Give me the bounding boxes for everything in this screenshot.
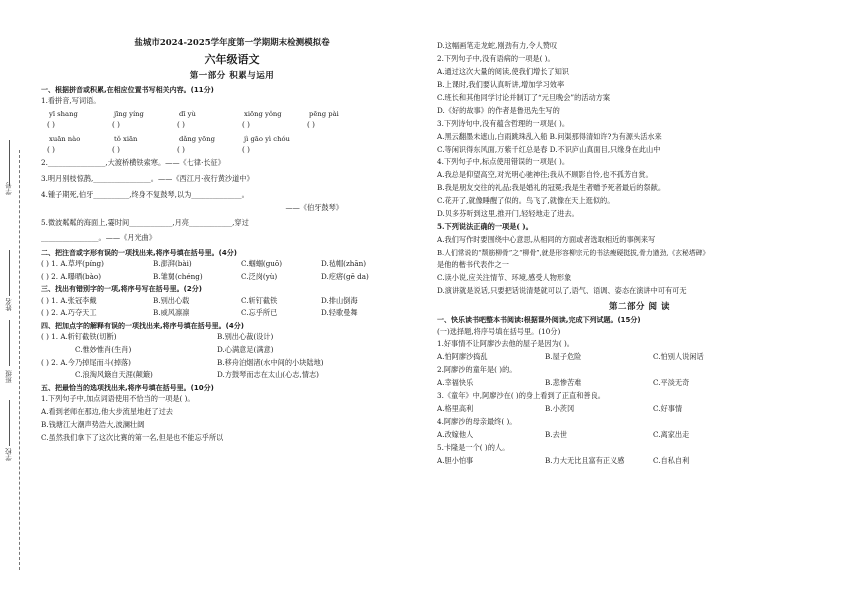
option[interactable]: C.浪淘风簸自天涯(颠簸) [75,370,153,380]
option[interactable]: C.斩钉截铁 [241,295,278,305]
option[interactable]: D.心满意足(满意) [217,345,274,354]
q5-text[interactable]: 5.微波粼粼的海面上,霎时间____________,月亮____________,穿过 [41,218,249,228]
option[interactable]: D.这幅画笔走龙蛇,刚劲有力,令人赞叹 [437,41,558,50]
right-column [437,42,842,470]
option[interactable]: A.格里高利 [437,404,474,414]
option[interactable]: A.幸福快乐 [437,378,474,388]
option[interactable]: ( ) 2. A.曝晒(bào) [41,271,101,281]
option[interactable]: C.自私自利 [653,455,690,465]
s3-row-2 [41,309,423,318]
option-cont: 是他的楷书代表作之一 [437,260,509,270]
question: 5.下列说法正确的一项是( )。 [437,222,533,232]
options-row [437,431,842,440]
question: 5.卡隆是一个( )的人。 [437,442,510,452]
option[interactable]: B.人们常说的“颓筋柳骨”之“柳骨”,就是形容柳宗元的书法瘦硬挺拔,骨力遒劲,《玄秘塔碑》 [437,249,710,257]
section-2-heading: 二、把注音或字形有误的一项找出来,将序号填在括号里。(4分) [41,248,237,257]
option[interactable]: A.看到老师在那边,他大步流星地赶了过去 [41,407,173,417]
pinyin: xiōng yǒng [244,109,282,118]
answer-blank[interactable]: ( ) [242,120,250,130]
pinyin: jì gāo yì chóu [244,134,290,143]
answer-blank[interactable]: ( ) [47,120,55,130]
answer-row-1 [47,121,423,130]
school-label: 学校 [5,448,13,461]
answer-blank[interactable]: ( ) [177,144,185,154]
option[interactable]: B.雏舅(chéng) [153,271,203,281]
option[interactable]: B.悲惨苦难 [545,378,582,388]
option[interactable]: C.离家出走 [653,430,690,440]
s4-row-4 [41,371,423,380]
option[interactable]: C.泛岗(yù) [241,271,278,281]
option[interactable]: C.好事情 [653,404,683,414]
pinyin: jīng yíng [114,109,144,118]
options-row [437,379,842,388]
option[interactable]: D.贝多芬听到这里,推开门,轻轻地走了进去。 [437,209,579,219]
options-row [437,405,842,414]
q4-text[interactable]: 4.锺子期死,伯牙__________,终身不复鼓琴,以为______________。 [41,189,249,199]
left-column [41,38,423,447]
reading-section-heading: 一、快乐读书吧整本书阅读:根据课外阅读,完成下列试题。(15分) [437,316,641,325]
question: 3.《童年》中,阿廖沙在( )的身上看到了正直和善良。 [437,391,605,401]
pinyin-row-1 [49,110,423,118]
pinyin: tǒ xiān [114,134,138,143]
name-label: 姓名 [5,298,13,311]
section-3-heading: 三、找出有错别字的一项,将序号写在括号里。(2分) [41,285,202,294]
answer-blank[interactable]: ( ) [112,144,120,154]
option[interactable]: C.读小说,应关注情节、环境,感受人物形象 [437,273,572,283]
pinyin: pēng pài [309,109,339,118]
option[interactable]: B.威风凛凛 [153,308,190,318]
s2-row-1 [41,260,423,269]
answer-blank[interactable]: ( ) [242,144,250,154]
cut-line [19,150,20,570]
option[interactable]: C.忘乎所已 [241,308,278,318]
q2-poem[interactable]: 2.________________,大渡桥横铁索寒。——《七律·长征》 [41,158,225,168]
answer-blank[interactable]: ( ) [177,120,185,130]
option[interactable]: B.屋子危险 [545,352,582,362]
option[interactable]: A.黑云翻墨未遮山,白雨跳珠乱入船 B.问渠那得清如许?为有源头活水来 [437,131,662,141]
option[interactable]: D.疙瘩(gē da) [321,271,369,281]
option[interactable]: D.轻歌曼舞 [321,308,358,318]
student-id-label: 学号 [5,182,13,195]
class-field[interactable] [9,320,10,366]
option[interactable]: A.怕阿廖沙捣乱 [437,352,488,362]
option[interactable]: B.去世 [545,430,567,440]
question: 3.下列诗句中,没有蕴含哲理的一项是( )。 [437,118,570,128]
exam-subject: 六年级语文 [204,53,260,67]
s3-row-1 [41,297,423,306]
option[interactable]: A.胆小怕事 [437,455,474,465]
answer-blank[interactable]: ( ) [47,144,55,154]
pinyin: dī yù [179,109,196,118]
s4-row-1 [41,333,423,342]
option[interactable]: B.力大无比且富有正义感 [545,455,625,465]
q4-source: ——《伯牙鼓琴》 [285,202,343,212]
option[interactable]: A.我总是仰望高空,对光明心驰神往;我从不顾影自怜,也不孤芳自赏。 [437,170,653,180]
answer-blank[interactable]: ( ) [307,120,315,130]
option[interactable]: D.排山倒海 [321,295,358,305]
s2-row-2 [41,273,423,282]
option[interactable]: B.钱塘江大潮声势浩大,波澜壮阔 [41,420,145,430]
option[interactable]: B.上课时,我们要认真听讲,增加学习效率 [437,79,565,89]
option[interactable]: A.改嫁他人 [437,430,474,440]
option[interactable]: C.虽然我们拿下了这次比赛的第一名,但是也不能忘乎所以 [41,433,224,443]
question: 2.下列句子中,没有语病的一项是( )。 [437,53,555,63]
q3-poem[interactable]: 3.明月别枝惊鹊,________________。——《西江月·夜行黄沙道中》 [41,174,254,184]
school-field[interactable] [9,400,10,446]
section-1-heading: 一、根据拼音或积累,在相应位置书写相关内容。(11分) [41,85,214,94]
part2-title: 第二部分 阅 读 [609,301,670,312]
part1-title: 第一部分 积累与运用 [189,71,275,82]
option[interactable]: C.等闲识得东风面,万紫千红总是春 D.不识庐山真面目,只缘身在此山中 [437,144,661,154]
option[interactable]: ( ) 1. A.张冠李戴 [41,295,97,305]
reading-subheading: (一)选择题,将序号填在括号里。(10分) [437,326,561,336]
q5-text-cont[interactable]: ________________。——《月光曲》 [41,232,157,242]
question: 4.阿廖沙的母亲最终( )。 [437,417,517,427]
option[interactable]: ( ) 1. A.斩钉截铁(切断) [41,332,117,342]
pinyin-row-2 [49,135,423,143]
option[interactable]: B.我是朋友交往的礼品;我是婚礼的冠冕;我是生者赠予死者最后的祭献。 [437,183,666,193]
option[interactable]: ( ) 2. A.今乃掉尾而斗(掉落) [41,357,131,367]
question: 2.阿廖沙的童年是( )的。 [437,365,517,375]
option[interactable]: C.惟妙惟肖(生肖) [75,345,132,354]
q1-prompt: 1.看拼音,写词语。 [41,95,101,105]
s5-q1: 1.下列句子中,加点词语使用不恰当的一项是( )。 [41,394,195,404]
option[interactable]: D.方鼓琴而志在太山(心志,情志) [217,370,319,380]
option[interactable]: D.毡帽(zhān) [321,259,367,269]
exam-title: 盐城市2024-2025学年度第一学期期末检测模拟卷 [134,38,330,48]
pinyin: yī shang [49,109,78,118]
options-row [437,457,842,466]
option[interactable]: C.班长和其他同学讨论并制订了“元旦晚会”的活动方案 [437,92,611,102]
option[interactable]: B.小茨冈 [545,404,575,414]
answer-blank[interactable]: ( ) [112,120,120,130]
option[interactable]: D.《好的故事》的作者是鲁迅先生写的 [437,105,560,115]
class-label: 班级 [5,370,13,383]
option[interactable]: C.怕别人说闲话 [653,352,704,362]
s4-row-3 [41,359,423,368]
option[interactable]: C.花开了,就像睡醒了似的。鸟飞了,就像在天上逛似的。 [437,196,615,206]
option[interactable]: ( ) 1. A.草坪(píng) [41,259,104,269]
question: 4.下列句子中,标点使用错误的一项是( )。 [437,157,570,167]
option[interactable]: C.平淡无奇 [653,378,690,388]
option[interactable]: B.移舟泊烟渚(水中间的小块陆地) [217,357,324,367]
question: 1.好事情不让阿廖沙去他的屋子是因为( )。 [437,339,574,349]
options-row [437,353,842,362]
section-5-heading: 五、把最恰当的选项找出来,将序号填在括号里。(10分) [41,383,214,392]
option[interactable]: A.通过这次大量的阅读,使我们增长了知识 [437,66,569,76]
option[interactable]: C.蝈蝈(guō) [241,259,283,269]
section-4-heading: 四、把加点字的解释有误的一项找出来,将序号填在括号里。(4分) [41,321,244,330]
pinyin: xuān nào [49,134,81,143]
pinyin: dǎng yōng [179,134,215,143]
name-field[interactable] [9,250,10,296]
option[interactable]: ( ) 2. A.巧夺天工 [41,308,97,318]
option[interactable]: B.澎湃(bài) [153,259,192,269]
option[interactable]: B.别出心裁(设计) [217,332,274,342]
student-id-field[interactable] [9,140,10,186]
binding-gutter [0,0,30,608]
option[interactable]: B.别出心载 [153,295,190,305]
option[interactable]: D.演讲就是说话,只要把话说清楚就可以了,语气、语调、姿态在演讲中可有可无 [437,286,687,296]
answer-row-2 [47,146,423,155]
s4-row-2 [41,346,423,355]
option[interactable]: A.我们写作时要围绕中心意思,从相同的方面或者选取相近的事例来写 [437,235,656,245]
